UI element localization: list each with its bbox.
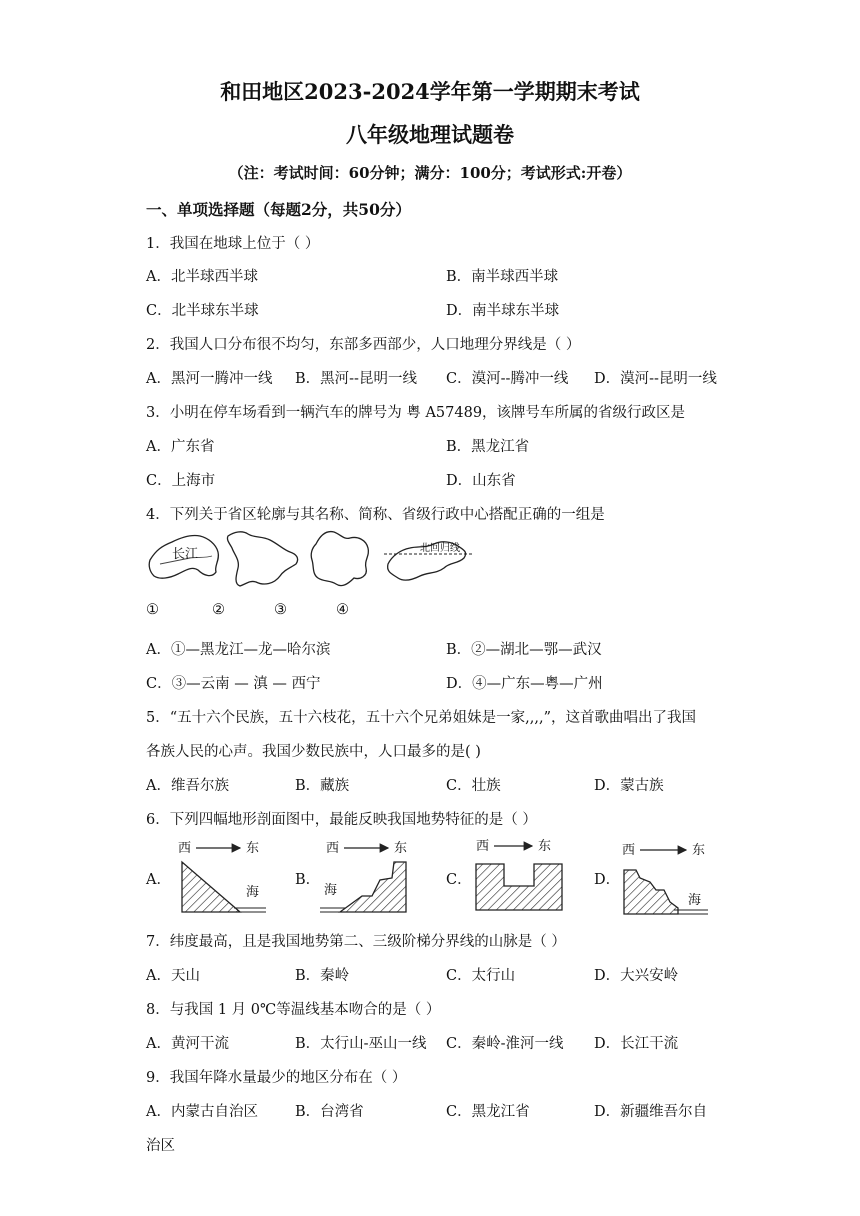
question-7-stem: 7．纬度最高，且是我国地势第二、三级阶梯分界线的山脉是（ ）	[146, 934, 566, 950]
profile-a[interactable]	[174, 838, 274, 918]
province-outline-4	[384, 532, 476, 586]
question-8-option-b[interactable]: B．太行山-巫山一线	[295, 1036, 427, 1052]
question-3-option-d[interactable]: D．山东省	[446, 473, 516, 489]
question-2-option-a[interactable]: A．黑河一腾冲一线	[146, 371, 273, 387]
profile-c[interactable]	[470, 834, 570, 914]
profile-d-sea-label: 海	[688, 893, 702, 908]
question-8-option-a[interactable]: A．黄河干流	[146, 1036, 229, 1052]
province-outline-1	[146, 530, 226, 585]
question-7-option-b[interactable]: B．秦岭	[295, 968, 350, 984]
question-2-stem: 2．我国人口分布很不均匀，东部多西部少，人口地理分界线是（ ）	[146, 337, 581, 353]
figure-number-3: ③	[274, 602, 287, 618]
profile-a-sea-label: 海	[246, 885, 260, 900]
question-6-option-a[interactable]: A．	[146, 872, 171, 888]
question-3-option-a[interactable]: A．广东省	[146, 439, 215, 455]
profile-b-east-label: 东	[394, 841, 408, 856]
question-5-option-c[interactable]: C．壮族	[446, 778, 501, 794]
question-9-stem: 9．我国年降水量最少的地区分布在（ ）	[146, 1070, 407, 1086]
question-4-option-c[interactable]: C．③—云南 — 滇 — 西宁	[146, 676, 321, 692]
exam-subtitle: 八年级地理试题卷	[346, 122, 514, 147]
question-2-option-b[interactable]: B．黑河--昆明一线	[295, 371, 417, 387]
question-2-option-d[interactable]: D．漠河--昆明一线	[594, 371, 717, 387]
question-9-option-c[interactable]: C．黑龙江省	[446, 1104, 530, 1120]
province-outline-2	[224, 528, 304, 590]
question-1-option-b[interactable]: B．南半球西半球	[446, 269, 559, 285]
profile-a-west-label: 西	[178, 841, 192, 856]
question-8-stem: 8．与我国 1 月 0℃等温线基本吻合的是（ ）	[146, 1002, 441, 1018]
question-4-stem: 4．下列关于省区轮廓与其名称、简称、省级行政中心搭配正确的一组是	[146, 507, 605, 523]
question-6-stem: 6．下列四幅地形剖面图中，最能反映我国地势特征的是（ ）	[146, 812, 537, 828]
exam-note: （注：考试时间：60分钟；满分：100分；考试形式:开卷）	[228, 164, 632, 182]
question-5-stem-line-2: 各族人民的心声。我国少数民族中，人口最多的是( )	[146, 744, 481, 760]
province-outline-4-label: 北回归线	[420, 543, 460, 554]
exam-title: 和田地区2023-2024学年第一学期期末考试	[220, 79, 640, 104]
question-1-stem: 1．我国在地球上位于（ ）	[146, 236, 320, 252]
question-5-option-b[interactable]: B．藏族	[295, 778, 350, 794]
profile-a-east-label: 东	[246, 841, 260, 856]
question-4-option-d[interactable]: D．④—广东—粤—广州	[446, 676, 603, 692]
section-heading: 一、单项选择题（每题2分，共50分）	[146, 200, 411, 219]
profile-d[interactable]	[618, 838, 718, 918]
question-1-option-d[interactable]: D．南半球东半球	[446, 303, 560, 319]
question-8-option-d[interactable]: D．长江干流	[594, 1036, 679, 1052]
question-1-option-c[interactable]: C．北半球东半球	[146, 303, 259, 319]
question-6-option-d[interactable]: D．	[594, 872, 621, 888]
question-3-stem: 3．小明在停车场看到一辆汽车的牌号为 粤 A57489，该牌号车所属的省级行政区是	[146, 405, 686, 421]
question-9-option-d-continuation: 治区	[146, 1138, 175, 1154]
question-9-option-b[interactable]: B．台湾省	[295, 1104, 364, 1120]
profile-b-sea-label: 海	[324, 883, 338, 898]
province-outline-1-label: 长江	[172, 547, 199, 562]
question-3-option-b[interactable]: B．黑龙江省	[446, 439, 530, 455]
profile-d-west-label: 西	[622, 843, 636, 858]
question-1-option-a[interactable]: A．北半球西半球	[146, 269, 258, 285]
question-8-option-c[interactable]: C．秦岭-淮河一线	[446, 1036, 564, 1052]
question-4-option-b[interactable]: B．②—湖北—鄂—武汉	[446, 642, 602, 658]
question-9-option-d[interactable]: D．新疆维吾尔自	[594, 1104, 708, 1120]
question-2-option-c[interactable]: C．漠河--腾冲一线	[446, 371, 569, 387]
question-5-option-d[interactable]: D．蒙古族	[594, 778, 664, 794]
profile-c-east-label: 东	[538, 839, 552, 854]
question-7-option-c[interactable]: C．太行山	[446, 968, 516, 984]
profile-d-east-label: 东	[692, 843, 706, 858]
question-5-option-a[interactable]: A．维吾尔族	[146, 778, 229, 794]
question-7-option-a[interactable]: A．天山	[146, 968, 200, 984]
figure-number-4: ④	[336, 602, 349, 618]
question-6-option-b[interactable]: B．	[295, 872, 321, 888]
profile-c-west-label: 西	[476, 839, 490, 854]
question-6-option-c[interactable]: C．	[446, 872, 472, 888]
question-5-stem-line-1: 5．“五十六个民族，五十六枝花，五十六个兄弟姐妹是一家,,,,”，这首歌曲唱出了我国	[146, 710, 696, 726]
province-outline-3	[306, 526, 376, 592]
question-3-option-c[interactable]: C．上海市	[146, 473, 216, 489]
figure-number-1: ①	[146, 602, 159, 618]
question-9-option-a[interactable]: A．内蒙古自治区	[146, 1104, 258, 1120]
profile-b-west-label: 西	[326, 841, 340, 856]
question-7-option-d[interactable]: D．大兴安岭	[594, 968, 679, 984]
figure-number-2: ②	[212, 602, 225, 618]
profile-b[interactable]	[318, 838, 418, 918]
question-4-option-a[interactable]: A．①—黑龙江—龙—哈尔滨	[146, 642, 331, 658]
